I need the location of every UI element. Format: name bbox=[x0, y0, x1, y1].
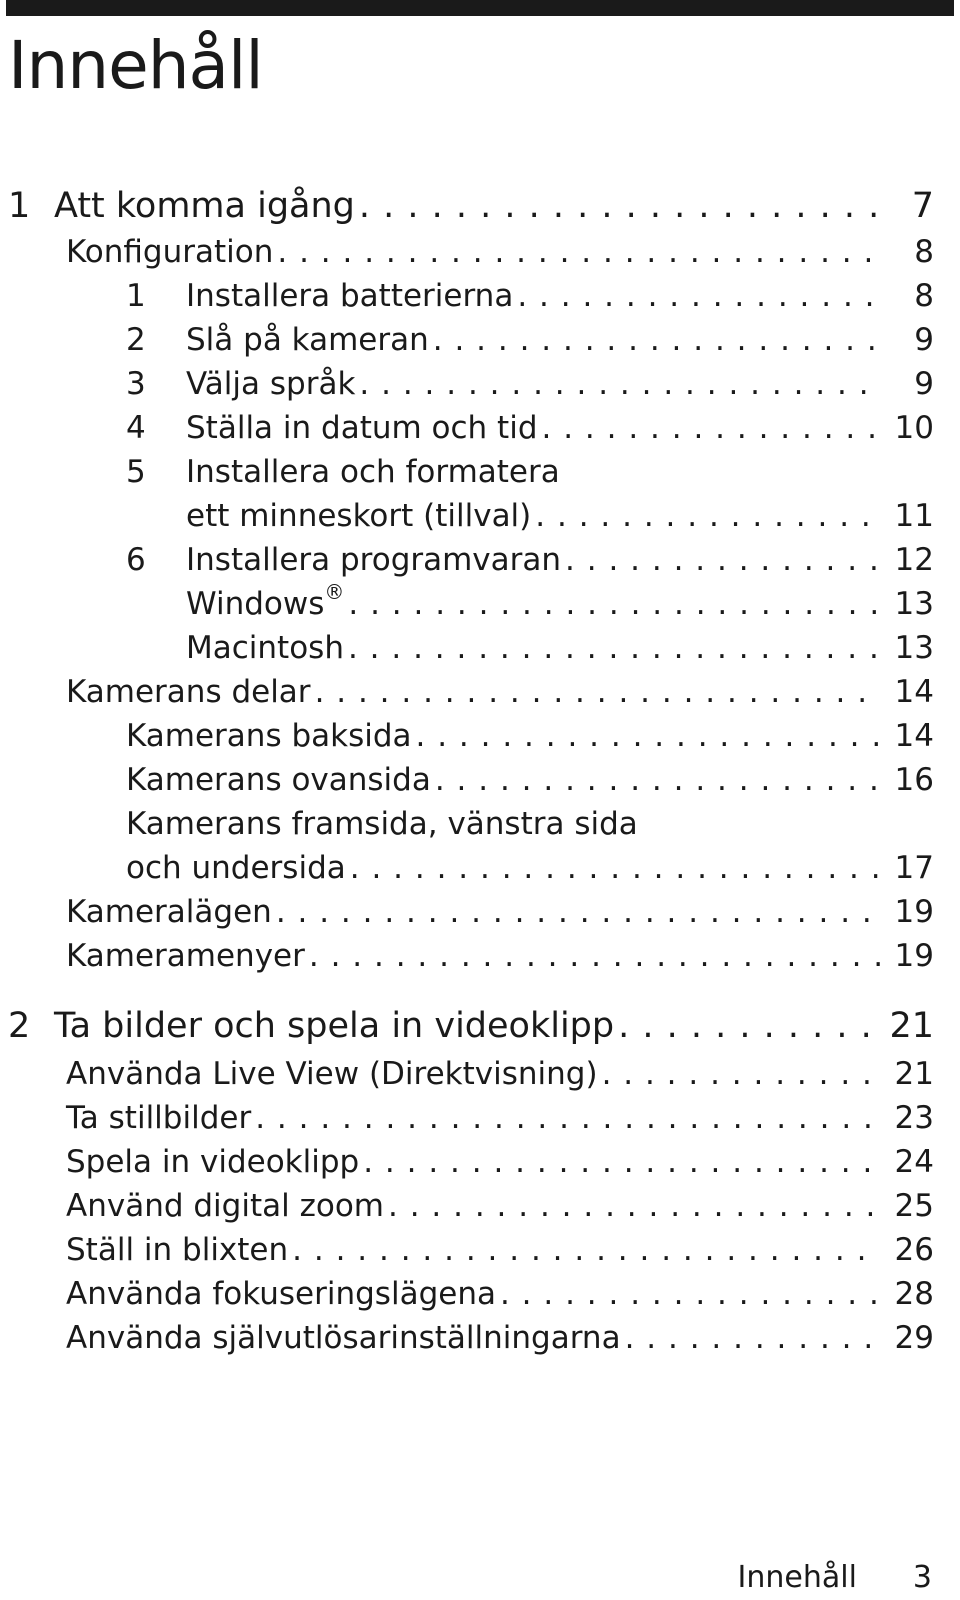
toc-page-number: 17 bbox=[894, 850, 934, 886]
dot-leader bbox=[292, 1232, 880, 1268]
page-title: Innehåll bbox=[8, 27, 263, 104]
toc-label: Att komma igång bbox=[54, 186, 355, 226]
toc-chapter-1[interactable] bbox=[0, 186, 934, 234]
toc-entry-step-6[interactable] bbox=[0, 542, 934, 586]
toc-entry-step-2[interactable] bbox=[0, 322, 934, 366]
toc-label: Spela in videoklipp bbox=[66, 1144, 360, 1180]
toc-chapter-2[interactable] bbox=[0, 1006, 934, 1054]
toc-entry-framsida-line-1[interactable] bbox=[0, 806, 934, 850]
toc-label-text: Windows bbox=[186, 586, 325, 622]
toc-label: Kamerans baksida bbox=[126, 718, 412, 754]
dot-leader bbox=[277, 234, 880, 270]
step-number: 1 bbox=[126, 278, 146, 314]
toc-entry-ovansida[interactable] bbox=[0, 762, 934, 806]
toc-page-number: 13 bbox=[894, 630, 934, 666]
dot-leader bbox=[535, 498, 880, 534]
dot-leader bbox=[350, 850, 880, 886]
toc-page-number: 29 bbox=[894, 1320, 934, 1356]
dot-leader bbox=[416, 718, 880, 754]
toc-entry-baksida[interactable] bbox=[0, 718, 934, 762]
dot-leader bbox=[500, 1276, 880, 1312]
toc-entry-windows[interactable] bbox=[0, 579, 934, 630]
step-number: 3 bbox=[126, 366, 146, 402]
toc-entry-konfiguration[interactable] bbox=[0, 234, 934, 278]
toc-entry-framsida-line-2[interactable] bbox=[0, 850, 934, 894]
toc-entry-digital-zoom[interactable] bbox=[0, 1188, 934, 1232]
toc-entry-sjalvutlosare[interactable] bbox=[0, 1320, 934, 1364]
toc-entry-kameralagen[interactable] bbox=[0, 894, 934, 938]
toc-entry-fokusering[interactable] bbox=[0, 1276, 934, 1320]
toc-label: ett minneskort (tillval) bbox=[186, 498, 532, 534]
toc-label: Ta bilder och spela in videoklipp bbox=[54, 1006, 615, 1046]
step-number: 5 bbox=[126, 454, 146, 490]
toc-label: Kamerans ovansida bbox=[126, 762, 431, 798]
toc-page-number: 19 bbox=[894, 938, 934, 974]
toc-label: Ställ in blixten bbox=[66, 1232, 289, 1268]
toc-label: Kamerans delar bbox=[66, 674, 311, 710]
dot-leader bbox=[388, 1188, 880, 1224]
toc-entry-step-1[interactable] bbox=[0, 278, 934, 322]
toc-entry-step-3[interactable] bbox=[0, 366, 934, 410]
toc-label: Välja språk bbox=[186, 366, 356, 402]
toc-label: Kameramenyer bbox=[66, 938, 305, 974]
toc-label: Ställa in datum och tid bbox=[186, 410, 538, 446]
toc-entry-videoklipp[interactable] bbox=[0, 1144, 934, 1188]
toc-label bbox=[186, 579, 345, 622]
step-number: 2 bbox=[126, 322, 146, 358]
toc-page-number: 28 bbox=[894, 1276, 934, 1312]
step-number: 6 bbox=[126, 542, 146, 578]
toc-page-number: 10 bbox=[894, 410, 934, 446]
toc-page-number: 14 bbox=[894, 674, 934, 710]
toc-page-number: 13 bbox=[894, 586, 934, 622]
chapter-number: 1 bbox=[8, 186, 31, 226]
toc-label: Ta stillbilder bbox=[66, 1100, 252, 1136]
toc-label: Installera batterierna bbox=[186, 278, 514, 314]
toc-label: Använda Live View (Direktvisning) bbox=[66, 1056, 598, 1092]
step-number: 4 bbox=[126, 410, 146, 446]
toc-page-number: 21 bbox=[889, 1006, 934, 1046]
toc-page-number: 9 bbox=[914, 322, 934, 358]
toc-page-number: 8 bbox=[914, 278, 934, 314]
dot-leader bbox=[309, 938, 880, 974]
toc-page-number: 9 bbox=[914, 366, 934, 402]
dot-leader bbox=[359, 186, 880, 226]
toc-label: Installera och formatera bbox=[186, 454, 560, 490]
dot-leader bbox=[517, 278, 880, 314]
toc-label: Installera programvaran bbox=[186, 542, 562, 578]
dot-leader bbox=[359, 366, 880, 402]
dot-leader bbox=[542, 410, 880, 446]
dot-leader bbox=[363, 1144, 880, 1180]
toc-page-number: 7 bbox=[911, 186, 934, 226]
toc-page-number: 21 bbox=[894, 1056, 934, 1092]
toc-page-number: 16 bbox=[894, 762, 934, 798]
toc-page-number: 8 bbox=[914, 234, 934, 270]
toc-page-number: 26 bbox=[894, 1232, 934, 1268]
toc-label: Macintosh bbox=[186, 630, 344, 666]
toc-entry-step-5-line-1[interactable] bbox=[0, 454, 934, 498]
dot-leader bbox=[625, 1320, 880, 1356]
toc-label: Kameralägen bbox=[66, 894, 272, 930]
dot-leader bbox=[348, 586, 880, 622]
toc-page-number: 14 bbox=[894, 718, 934, 754]
dot-leader bbox=[255, 1100, 880, 1136]
toc-page-number: 23 bbox=[894, 1100, 934, 1136]
registered-mark: ® bbox=[324, 579, 345, 604]
footer-label: Innehåll bbox=[737, 1560, 857, 1595]
dot-leader bbox=[565, 542, 880, 578]
toc-label: Använd digital zoom bbox=[66, 1188, 384, 1224]
dot-leader bbox=[618, 1006, 875, 1046]
toc-label: Konfiguration bbox=[66, 234, 274, 270]
toc-entry-kameramenyer[interactable] bbox=[0, 938, 934, 982]
toc-entry-blixten[interactable] bbox=[0, 1232, 934, 1276]
toc-label: Kamerans framsida, vänstra sida bbox=[126, 806, 638, 842]
toc-entry-step-4[interactable] bbox=[0, 410, 934, 454]
toc-entry-macintosh[interactable] bbox=[0, 630, 934, 674]
toc-label: Använda fokuseringslägena bbox=[66, 1276, 496, 1312]
toc-page-number: 19 bbox=[894, 894, 934, 930]
footer-page-number: 3 bbox=[912, 1560, 932, 1595]
toc-label: Använda självutlösarinställningarna bbox=[66, 1320, 621, 1356]
toc-page-number: 12 bbox=[894, 542, 934, 578]
dot-leader bbox=[433, 322, 880, 358]
dot-leader bbox=[276, 894, 880, 930]
toc-label: Slå på kameran bbox=[186, 322, 429, 358]
dot-leader bbox=[348, 630, 880, 666]
toc-entry-live-view[interactable] bbox=[0, 1056, 934, 1100]
page-footer bbox=[682, 1558, 933, 1598]
toc-page-number: 25 bbox=[894, 1188, 934, 1224]
toc-page-number: 11 bbox=[894, 498, 934, 534]
toc-entry-step-5-line-2[interactable] bbox=[0, 498, 934, 542]
toc-entry-kamerans-delar[interactable] bbox=[0, 674, 934, 718]
dot-leader bbox=[602, 1056, 880, 1092]
dot-leader bbox=[435, 762, 880, 798]
chapter-number: 2 bbox=[8, 1006, 31, 1046]
toc-page-number: 24 bbox=[894, 1144, 934, 1180]
dot-leader bbox=[315, 674, 880, 710]
toc-entry-stillbilder[interactable] bbox=[0, 1100, 934, 1144]
toc-label: och undersida bbox=[126, 850, 346, 886]
